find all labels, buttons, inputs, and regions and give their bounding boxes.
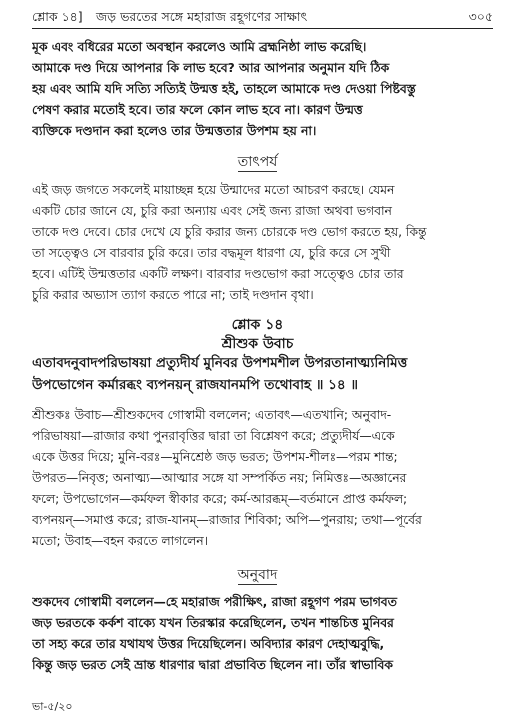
verse-line: এতাবদনুবাদপরিভাষয়া প্রত্যুদীর্য মুনিবর উপশমশীল উপরতানাত্ম্যনিমিত্ত [32,355,408,371]
synonyms-paragraph [32,405,493,552]
text-line: মতো; উবাহ—বহন করতে লাগলেন। [32,534,208,548]
text-line: মূক এবং বধিরের মতো অবস্থান করলেও আমি ব্রহ্মনিষ্ঠা লাভ করেছি। [32,40,367,54]
text-line: শুকদেব গোস্বামী বললেন—হে মহারাজ পরীক্ষিৎ, রাজা রহূগণ পরম ভাগবত [32,595,397,609]
text-line: তা সহ্য করে তার যথাযথ উত্তর দিয়েছিলেন। অবিদ্যার কারণ দেহাত্মবুদ্ধি, [32,637,385,651]
purport-heading [0,150,515,174]
text-line: হবে। এটিই উন্মত্ততার একটি লক্ষণ। বারবার দণ্ডভোগ করা সত্ত্বেও চোর তার [32,267,404,281]
text-line: আমাকে দণ্ড দিয়ে আপনার কি লাভ হবে? আর আপনার অনুমান যদি ঠিক [32,61,390,75]
text-line: ব্যপনয়ন্—সমাপ্ত করে; রাজ-যানম্—রাজার শিবিকা; অপি—পুনরায়; তথা—পূর্বের [32,513,422,527]
translation-heading [0,563,515,587]
purport-title: তাৎপর্য [237,154,278,170]
text-line: শ্রীশুকঃ উবাচ—শ্রীশুকদেব গোস্বামী বললেন; এতাবৎ—এতখানি; অনুবাদ- [32,408,392,422]
text-line: পেষণ করার মতোই হবে। তার ফলে কোন লাভ হবে না। কারণ উন্মত্ত [32,103,363,117]
text-line: ফলে; উপভোগেন—কর্মফল স্বীকার করে; কর্ম-আরব্ধম্—বর্তমানে প্রাপ্ত কর্মফল; [32,492,408,506]
verse-text [32,352,493,396]
text-line: চুরি করার অভ্যাস ত্যাগ করতে পারে না; তাই দণ্ডদান বৃথা। [32,288,314,302]
header-chapter-title: জড় ভরতের সঙ্গে মহারাজ রহূগণের সাক্ষাৎ [96,9,308,24]
text-line: পরিভাষয়া—রাজার কথা পুনরাবৃত্তির দ্বারা তা বিশ্লেষণ করে; প্রত্যুদীর্য—একে [32,429,395,443]
intro-paragraph [32,37,493,142]
text-line: তা সত্ত্বেও সে বারবার চুরি করে। তার বদ্ধমূল ধারণা যে, চুরি করে সে সুখী [32,246,391,260]
verse-line: উপভোগেন কর্মারব্ধং ব্যপনয়ন্ রাজযানমপি তথোবাহ ॥ ১৪ ॥ [32,377,358,393]
text-line: একটি চোর জানে যে, চুরি করা অন্যায় এবং সেই জন্য রাজা অথবা ভগবান [32,204,392,218]
page-number: ৩০৫ [468,9,493,24]
header-verse-ref: শ্লোক ১৪] [32,9,83,24]
text-line: একে উত্তর দিয়ে; মুনি-বরঃ—মুনিশ্রেষ্ঠ জড় ভরত; উপশম-শীলঃ—পরম শান্ত; [32,450,398,464]
translation-title: অনুবাদ [237,567,278,583]
text-line: এই জড় জগতে সকলেই মায়াচ্ছন্ন হয়ে উন্মাদের মতো আচরণ করছে। যেমন [32,183,395,197]
speaker-line: শ্রীশুক উবাচ [221,336,294,352]
verse-number: শ্লোক ১৪ [231,317,284,333]
running-header [32,6,493,29]
text-line: কিন্তু জড় ভরত সেই ভ্রান্ত ধারণার দ্বারা প্রভাবিত ছিলেন না। তাঁর স্বাভাবিক [32,658,393,672]
text-line: তাকে দণ্ড দেবে। চোর দেখে যে চুরি করার জন্য চোরকে দণ্ড ভোগ করতে হয়, কিন্তু [32,225,427,239]
text-line: হয় এবং আমি যদি সত্যি সত্যিই উন্মত্ত হই, তাহলে আমাকে দণ্ড দেওয়া পিষ্টবস্তু [32,82,416,96]
text-line: জড় ভরতকে কর্কশ বাক্যে যখন তিরস্কার করেছিলেন, তখন শান্তচিত্ত মুনিবর [32,616,394,630]
translation-paragraph [32,592,493,676]
text-line: ব্যক্তিকে দণ্ডদান করা হলেও তার উন্মত্ততার উপশম হয় না। [32,124,317,138]
purport-paragraph [32,180,493,306]
footer-signature: ভা-৫/২০ [32,700,73,713]
text-line: উপরত—নিবৃত্ত; অনাত্ম্য—আত্মার সঙ্গে যা সম্পর্কিত নয়; নিমিত্তঃ—অজ্ঞানের [32,471,407,485]
